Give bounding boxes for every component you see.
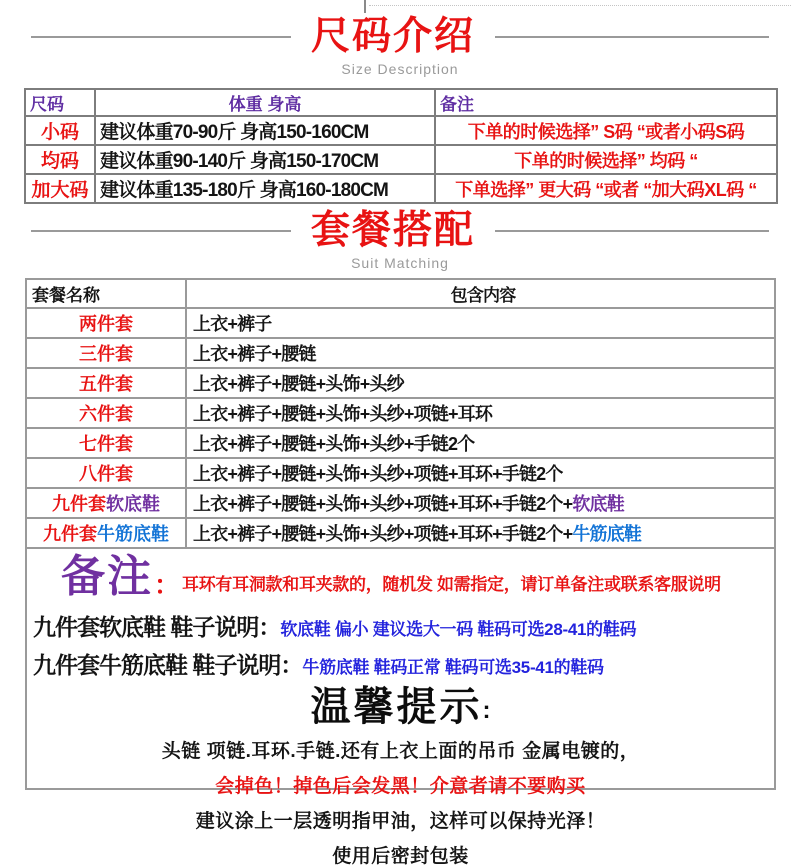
package-name-cell: [27, 428, 186, 458]
tip-line: 建议涂上一层透明指甲油，这样可以保持光泽！: [195, 811, 606, 832]
text-segment: 上衣+裤子+腰链+头饰+头纱+手链2个: [193, 434, 475, 454]
tip-line: 头链 项链.耳环.手链.还有上衣上面的吊币 金属电镀的，: [161, 741, 640, 762]
text-segment: 上衣+裤子+腰链: [193, 344, 316, 364]
package-name-cell: [27, 398, 186, 428]
package-name-cell: [27, 488, 186, 518]
text-segment: 上衣+裤子+腰链+头饰+头纱+项链+耳环+手链2个+: [193, 524, 573, 544]
size-name-cell: 加大码: [25, 174, 95, 203]
package-content-cell: [186, 338, 774, 368]
package-table-body: [27, 280, 774, 548]
text-segment: 上衣+裤子: [193, 314, 272, 334]
suit-section-header: [0, 210, 800, 271]
package-box: [25, 278, 776, 867]
size-table-header-row: [25, 89, 777, 116]
table-row: [27, 398, 774, 428]
package-content-cell: [186, 368, 774, 398]
table-row: [27, 518, 774, 548]
size-note-cell: 下单的时候选择” 均码 “: [435, 145, 777, 174]
size-section-subtitle: Size Description: [341, 60, 459, 77]
text-segment: 上衣+裤子+腰链+头饰+头纱: [193, 374, 404, 394]
package-name-cell: [27, 368, 186, 398]
package-name-header: 套餐名称: [27, 280, 186, 308]
table-row: [27, 338, 774, 368]
package-name-cell: [27, 458, 186, 488]
size-table: [24, 88, 778, 204]
remark-label: 备注: [61, 552, 153, 602]
text-segment: 上衣+裤子+腰链+头饰+头纱+项链+耳环+手链2个+: [193, 494, 573, 514]
package-content-cell: [186, 488, 774, 518]
size-name-cell: 小码: [25, 116, 95, 145]
text-segment: 两件套: [79, 314, 133, 334]
suit-section-title: 套餐搭配: [310, 209, 475, 252]
text-segment: 九件套: [43, 524, 97, 544]
package-content-header: 包含内容: [186, 280, 774, 308]
shoe-note-line: [27, 647, 774, 680]
top-divider-tick: [364, 0, 366, 13]
size-spec-cell: 建议体重135-180斤 身高160-180CM: [95, 174, 435, 203]
text-segment: 六件套: [79, 404, 133, 424]
table-row: [27, 428, 774, 458]
tip-line: 使用后密封包装: [332, 846, 469, 867]
size-table-body: [25, 89, 777, 203]
text-segment: 牛筋底鞋: [572, 524, 642, 544]
shoe-note-desc: 软底鞋 偏小 建议选大一码 鞋码可选28-41的鞋码: [280, 620, 637, 639]
table-row: [27, 368, 774, 398]
shoe-notes: [27, 609, 774, 680]
warm-tips-heading: [311, 686, 491, 728]
divider-line: [31, 36, 291, 38]
package-content-cell: [186, 308, 774, 338]
table-row: [25, 174, 777, 203]
note-col-header: 备注: [435, 89, 777, 116]
remark-text: 耳环有耳洞款和耳夹款的，随机发 如需指定，请订单备注或联系客服说明: [182, 575, 721, 594]
size-section-title: 尺码介绍: [310, 15, 475, 58]
text-segment: 九件套: [52, 494, 106, 514]
top-dotted-divider: [369, 5, 791, 6]
package-table-header-row: [27, 280, 774, 308]
size-section-header: [0, 16, 800, 77]
divider-line: [495, 36, 769, 38]
suit-section-subtitle: Suit Matching: [351, 254, 449, 271]
remark-row: [27, 549, 774, 604]
shoe-note-line: [27, 609, 774, 642]
package-name-cell: [27, 308, 186, 338]
package-content-cell: [186, 428, 774, 458]
table-row: [27, 488, 774, 518]
shoe-note-label: 九件套软底鞋 鞋子说明：: [33, 614, 281, 640]
package-name-cell: [27, 518, 186, 548]
table-row: [27, 308, 774, 338]
warm-tips: [27, 686, 774, 868]
text-segment: 三件套: [79, 344, 133, 364]
package-name-cell: [27, 338, 186, 368]
text-segment: 软底鞋: [106, 494, 160, 514]
table-row: [25, 116, 777, 145]
remark-colon: ：: [154, 570, 181, 600]
table-row: [25, 145, 777, 174]
tip-line: 会掉色！掉色后会发黑！介意者请不要购买: [215, 776, 586, 797]
package-content-cell: [186, 458, 774, 488]
text-segment: 八件套: [79, 464, 133, 484]
package-content-cell: [186, 518, 774, 548]
table-row: [27, 458, 774, 488]
size-note-cell: 下单选择” 更大码 “或者 “加大码XL码 “: [435, 174, 777, 203]
divider-line: [495, 230, 769, 232]
warm-tips-colon: :: [482, 697, 491, 724]
warm-tips-title: 温馨提示: [310, 685, 483, 729]
size-spec-cell: 建议体重70-90斤 身高150-160CM: [95, 116, 435, 145]
text-segment: 七件套: [79, 434, 133, 454]
text-segment: 上衣+裤子+腰链+头饰+头纱+项链+耳环+手链2个: [193, 464, 563, 484]
package-table: [27, 280, 774, 549]
warm-tips-lines: [27, 736, 774, 868]
text-segment: 五件套: [79, 374, 133, 394]
size-note-cell: 下单的时候选择” S码 “或者小码S码: [435, 116, 777, 145]
shoe-note-desc: 牛筋底鞋 鞋码正常 鞋码可选35-41的鞋码: [302, 658, 604, 677]
text-segment: 牛筋底鞋: [97, 524, 169, 544]
size-name-cell: 均码: [25, 145, 95, 174]
text-segment: 上衣+裤子+腰链+头饰+头纱+项链+耳环: [193, 404, 493, 424]
divider-line: [31, 230, 291, 232]
package-content-cell: [186, 398, 774, 428]
shoe-note-label: 九件套牛筋底鞋 鞋子说明：: [33, 652, 303, 678]
spec-col-header: 体重 身高: [95, 89, 435, 116]
size-col-header: 尺码: [25, 89, 95, 116]
text-segment: 软底鞋: [572, 494, 624, 514]
size-spec-cell: 建议体重90-140斤 身高150-170CM: [95, 145, 435, 174]
